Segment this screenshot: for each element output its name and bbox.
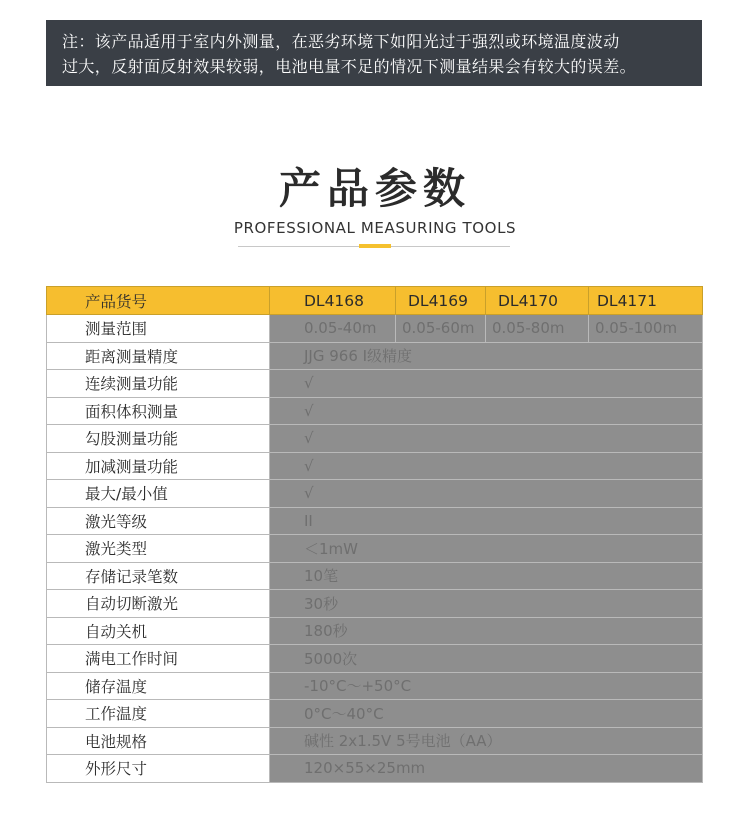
section-title: 产品参数	[278, 164, 471, 213]
spec-label: 储存温度	[47, 672, 270, 700]
spec-label: 激光等级	[47, 507, 270, 535]
spec-row	[47, 397, 703, 425]
spec-value: 120×55×25mm	[270, 755, 703, 783]
spec-label: 自动关机	[47, 617, 270, 645]
notice-line-2: 过大，反射面反射效果较弱，电池电量不足的情况下测量结果会有较大的误差。	[62, 57, 637, 76]
spec-label: 激光类型	[47, 535, 270, 563]
spec-row	[47, 370, 703, 398]
spec-value: 0°C～40°C	[270, 700, 703, 728]
spec-row	[47, 452, 703, 480]
spec-label: 面积体积测量	[47, 397, 270, 425]
spec-row	[47, 342, 703, 370]
model-cell: DL4170	[486, 287, 589, 315]
notice-banner	[46, 20, 702, 86]
spec-table	[46, 286, 703, 783]
spec-label: 存储记录笔数	[47, 562, 270, 590]
spec-label: 最大/最小值	[47, 480, 270, 508]
spec-row	[47, 755, 703, 783]
spec-label: 电池规格	[47, 727, 270, 755]
spec-value: 30秒	[270, 590, 703, 618]
notice-line-1: 注：该产品适用于室内外测量，在恶劣环境下如阳光过于强烈或环境温度波动	[62, 32, 620, 51]
spec-row	[47, 727, 703, 755]
spec-label: 勾股测量功能	[47, 425, 270, 453]
spec-value: √	[270, 397, 703, 425]
spec-value: √	[270, 370, 703, 398]
range-cell: 0.05-40m	[270, 315, 396, 343]
spec-row	[47, 645, 703, 673]
spec-row	[47, 617, 703, 645]
spec-row	[47, 672, 703, 700]
model-cell: DL4168	[270, 287, 396, 315]
model-cell: DL4171	[589, 287, 703, 315]
spec-row-range	[47, 315, 703, 343]
spec-label: 距离测量精度	[47, 342, 270, 370]
spec-label: 测量范围	[47, 315, 270, 343]
section-subtitle: PROFESSIONAL MEASURING TOOLS	[233, 219, 517, 237]
spec-label: 加减测量功能	[47, 452, 270, 480]
spec-value: √	[270, 425, 703, 453]
spec-value: II	[270, 507, 703, 535]
spec-value: 5000次	[270, 645, 703, 673]
spec-value: √	[270, 480, 703, 508]
spec-label: 满电工作时间	[47, 645, 270, 673]
header-label: 产品货号	[47, 287, 270, 315]
range-cell: 0.05-80m	[486, 315, 589, 343]
title-divider-accent	[359, 244, 391, 248]
spec-label: 外形尺寸	[47, 755, 270, 783]
spec-row	[47, 562, 703, 590]
spec-label: 连续测量功能	[47, 370, 270, 398]
model-cell: DL4169	[396, 287, 486, 315]
spec-value: 碱性 2x1.5V 5号电池（AA）	[270, 727, 703, 755]
spec-value: JJG 966 Ⅰ级精度	[270, 342, 703, 370]
spec-header-row	[47, 287, 703, 315]
spec-value: √	[270, 452, 703, 480]
spec-value: -10°C～+50°C	[270, 672, 703, 700]
spec-row	[47, 507, 703, 535]
spec-label: 工作温度	[47, 700, 270, 728]
spec-row	[47, 480, 703, 508]
spec-row	[47, 590, 703, 618]
range-cell: 0.05-60m	[396, 315, 486, 343]
spec-value: 10笔	[270, 562, 703, 590]
spec-row	[47, 535, 703, 563]
spec-label: 自动切断激光	[47, 590, 270, 618]
spec-row	[47, 700, 703, 728]
spec-value: ＜1mW	[270, 535, 703, 563]
spec-row	[47, 425, 703, 453]
spec-value: 180秒	[270, 617, 703, 645]
range-cell: 0.05-100m	[589, 315, 703, 343]
